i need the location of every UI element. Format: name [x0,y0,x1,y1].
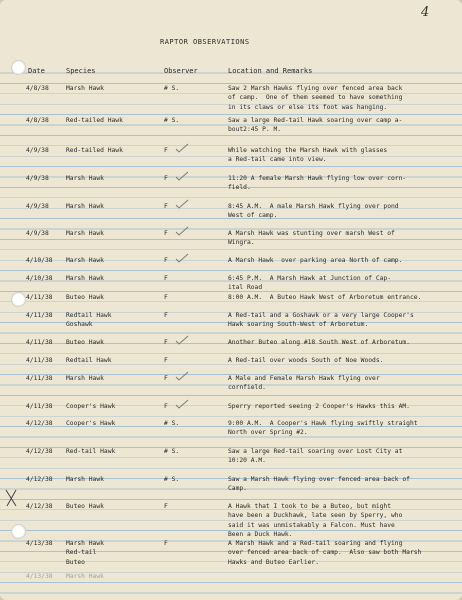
row-observer: F [164,175,168,182]
row-species: Marsh Hawk [66,203,104,210]
checkmark-icon [175,399,189,409]
row-species: Marsh Hawk [66,275,104,282]
row-observer: F [164,339,168,346]
checkmark-icon [175,226,189,236]
row-remarks: 9:00 A.M. A Cooper's Hawk flying swiftly straight North over Spring #2. [228,420,418,437]
row-remarks: A Hawk that I took to be a Buteo, but might have been a Duckhawk, late seen by Sperry, who said it was unmistakably a Falcon. Must have Been a Duck Hawk. [228,503,403,539]
table-row [0,475,462,495]
checkmark-icon [175,335,189,345]
checkmark-icon [175,171,189,181]
row-date: 4/13/38 [26,540,53,547]
checkmark-icon [175,199,189,209]
table-row [0,419,462,439]
row-observer: # S. [164,420,180,427]
table-row [0,356,462,376]
row-remarks: Saw a Marsh Hawk flying over fenced area back of Camp. [228,476,410,493]
row-remarks: 11:20 A female Marsh Hawk flying low over corn- field. [228,175,407,192]
row-date: 4/10/38 [26,257,53,264]
row-observer: # S. [164,117,180,124]
row-date: 4/13/38 [26,573,53,580]
row-date: 4/8/38 [26,117,49,124]
row-date: 4/11/38 [26,312,53,319]
table-row [0,338,462,358]
row-observer: # S. [164,85,180,92]
checkmark-icon [175,253,189,263]
row-species: Redtail Hawk Goshawk [66,312,112,329]
row-species: Buteo Hawk [66,503,104,510]
row-species: Marsh Hawk [66,476,104,483]
row-species: Marsh Hawk [66,257,104,264]
row-date: 4/12/38 [26,476,53,483]
row-observer: F [164,312,168,319]
table-row [0,374,462,394]
row-remarks: 8:00 A.M. A Buteo Hawk West of Arboretum entrance. [228,294,422,301]
row-date: 4/11/38 [26,357,53,364]
row-date: 4/9/38 [26,175,49,182]
binder-hole [11,60,26,75]
table-row [0,84,462,111]
row-observer: F [164,230,168,237]
row-species: Red-tailed Hawk [66,147,123,154]
table-row [0,502,462,539]
binder-hole [11,524,26,539]
row-species: Marsh Hawk [66,85,104,92]
row-observer: F [164,203,168,210]
header-observer: Observer [164,67,198,75]
table-row [0,572,462,592]
table-row [0,229,462,249]
row-observer: F [164,540,168,547]
page-title: RAPTOR OBSERVATIONS [160,38,250,46]
row-date: 4/12/38 [26,420,53,427]
row-species: Cooper's Hawk [66,403,116,410]
row-remarks: While watching the Marsh Hawk with glasses a Red-tail came into view. [228,147,388,164]
row-remarks: Saw 2 Marsh Hawks flying over fenced area back of camp. One of them seemed to have something in its claws or else its foot was hanging. [228,85,403,111]
checkmark-icon [175,371,189,381]
row-observer: F [164,275,168,282]
row-observer: F [164,375,168,382]
header-date: Date [28,67,45,75]
row-date: 4/9/38 [26,203,49,210]
row-date: 4/9/38 [26,230,49,237]
row-remarks: Saw a large Red-tail soaring over Lost City at 10:20 A.M. [228,448,403,465]
row-remarks: A Red-tail and a Goshawk or a very large Cooper's Hawk soaring South-West of Arboretum. [228,312,414,329]
page-top-margin [0,0,462,62]
table-row [0,447,462,467]
row-remarks: A Red-tail over woods South of Noe Woods. [228,357,384,364]
row-observer: # S. [164,448,180,455]
row-date: 4/9/38 [26,147,49,154]
row-remarks: 8:45 A.M. A male Marsh Hawk flying over pond West of camp. [228,203,399,220]
row-date: 4/11/38 [26,339,53,346]
table-row [0,174,462,194]
row-date: 4/12/38 [26,503,53,510]
header-remarks: Location and Remarks [228,67,313,75]
row-species: Cooper's Hawk [66,420,116,427]
row-observer: F [164,403,168,410]
table-row [0,274,462,294]
row-species: Red-tailed Hawk [66,117,123,124]
row-observer: F [164,257,168,264]
table-row [0,116,462,136]
table-row [0,146,462,166]
row-species: Marsh Hawk [66,230,104,237]
row-date: 4/12/38 [26,448,53,455]
row-species: Red-tail Hawk [66,448,116,455]
row-remarks: Another Buteo along #18 South West of Arboretum. [228,339,410,346]
row-species: Buteo Hawk [66,294,104,301]
page-number: 4 [421,5,430,20]
row-observer: F [164,294,168,301]
row-remarks: 6:45 P.M. A Marsh Hawk at Junction of Cap- ital Road [228,275,392,292]
table-row [0,256,462,276]
row-observer: # S. [164,476,180,483]
row-date: 4/11/38 [26,403,53,410]
row-species: Buteo Hawk [66,339,104,346]
table-row [0,202,462,222]
row-remarks: Sperry reported seeing 2 Cooper's Hawks this AM. [228,403,410,410]
row-date: 4/8/38 [26,85,49,92]
row-species: Marsh Hawk [66,175,104,182]
row-remarks: A Marsh Hawk over parking area North of camp. [228,257,403,264]
row-observer: F [164,147,168,154]
row-remarks: A Marsh Hawk and a Red-tail soaring and flying over fenced area back of camp. Also saw both Marsh Hawks and Buteo Earlier. [228,540,422,566]
table-row [0,311,462,331]
table-row [0,539,462,566]
row-date: 4/11/38 [26,294,53,301]
row-remarks: A Male and Female Marsh Hawk flying over cornfield. [228,375,380,392]
row-date: 4/11/38 [26,375,53,382]
handwritten-x-mark [4,488,18,508]
checkmark-icon [175,143,189,153]
row-species: Redtail Hawk [66,357,112,364]
row-species: Marsh Hawk [66,573,104,580]
table-row [0,293,462,313]
row-species: Marsh Hawk [66,375,104,382]
row-species: Marsh Hawk Red-tail Buteo [66,540,104,566]
row-observer: F [164,357,168,364]
header-species: Species [66,67,96,75]
row-remarks: Saw a large Red-tail Hawk soaring over camp a- bout2:45 P. M. [228,117,403,134]
row-observer: F [164,503,168,510]
row-date: 4/10/38 [26,275,53,282]
row-remarks: A Marsh Hawk was stunting over marsh West of Wingra. [228,230,395,247]
